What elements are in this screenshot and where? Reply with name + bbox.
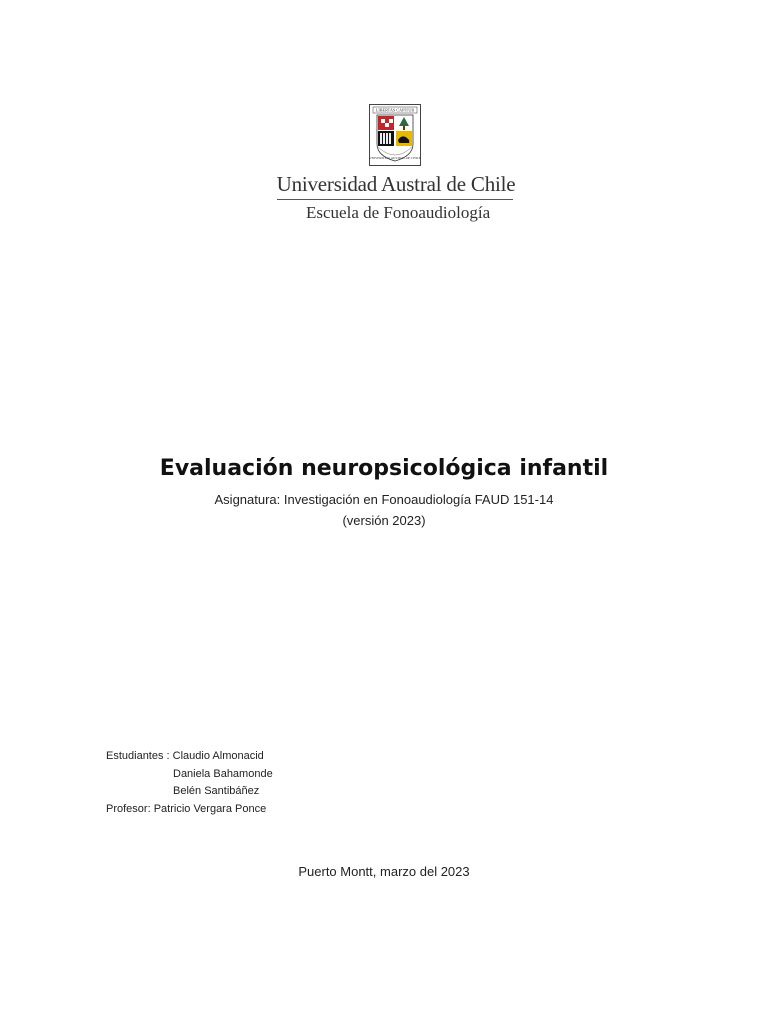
university-name: Universidad Austral de Chile	[276, 172, 516, 196]
document-title: Evaluación neuropsicológica infantil	[159, 456, 609, 481]
credits-block	[106, 748, 273, 818]
student-name: Claudio Almonacid	[172, 750, 264, 762]
professor-row	[106, 801, 273, 819]
header-divider	[277, 199, 513, 200]
place-and-date: Puerto Montt, marzo del 2023	[298, 864, 470, 879]
document-version: (versión 2023)	[342, 513, 426, 528]
professor-label: Profesor:	[106, 802, 151, 815]
students-label: Estudiantes :	[106, 750, 170, 762]
crest-ring-text: UNIVERSITAS AUSTRAL DE CHILE	[369, 156, 421, 160]
student-name: Daniela Bahamonde	[173, 767, 273, 780]
crest-motto-text: LIBERTAS CAPITUR	[375, 107, 415, 113]
student-name: Belén Santibáñez	[173, 785, 260, 797]
students-row	[106, 748, 273, 766]
university-crest-logo	[369, 104, 421, 166]
document-subtitle: Asignatura: Investigación en Fonoaudiología FAUD 151-14	[214, 492, 554, 507]
students-row	[106, 783, 273, 801]
school-name: Escuela de Fonoaudiología	[306, 203, 491, 222]
students-row	[106, 766, 273, 784]
professor-name: Patricio Vergara Ponce	[153, 802, 267, 815]
